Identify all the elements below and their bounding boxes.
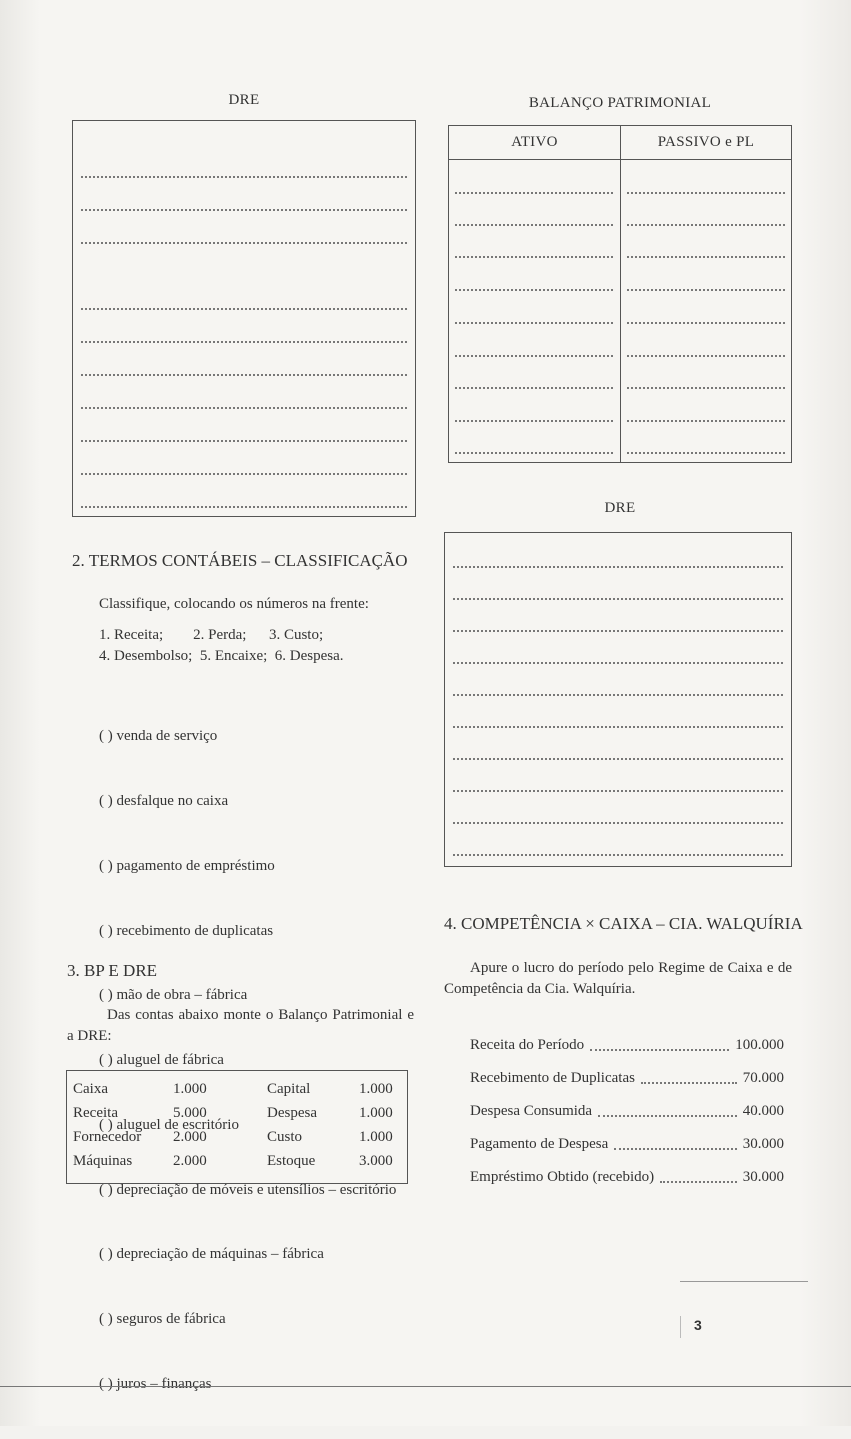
dotted-line[interactable]: [453, 790, 783, 792]
ativo-line[interactable]: [455, 289, 613, 291]
balanco-box: [448, 125, 792, 463]
list-item: [470, 1128, 784, 1161]
dotted-line[interactable]: [81, 473, 407, 475]
contas-table: [67, 1077, 399, 1173]
page-number: 3: [694, 1317, 702, 1333]
dotted-line[interactable]: [453, 598, 783, 600]
account-name: Custo: [267, 1128, 303, 1145]
list-item: [470, 1062, 784, 1095]
account-name: Receita: [73, 1104, 118, 1121]
item-label: Recebimento de Duplicatas: [470, 1070, 635, 1086]
ativo-line[interactable]: [455, 322, 613, 324]
table-row: [67, 1101, 399, 1125]
left-dre-title: DRE: [228, 92, 260, 108]
classification-item[interactable]: ( ) recebimento de duplicatas: [99, 922, 274, 939]
item-label: Pagamento de Despesa: [470, 1136, 609, 1152]
account-value: 1.000: [359, 1080, 393, 1097]
balanco-title: BALANÇO PATRIMONIAL: [528, 95, 712, 111]
account-name: Máquinas: [73, 1152, 133, 1169]
account-name: Capital: [267, 1080, 311, 1097]
account-value: 1.000: [359, 1128, 393, 1145]
section3-heading: 3. BP E DRE: [67, 961, 158, 980]
passivo-line[interactable]: [627, 256, 785, 258]
bottom-edge-line: [0, 1386, 851, 1387]
classification-item[interactable]: ( ) pagamento de empréstimo: [99, 857, 275, 874]
right-dre-box: [444, 532, 792, 867]
classification-item[interactable]: ( ) depreciação de máquinas – fábrica: [99, 1246, 324, 1263]
dotted-line[interactable]: [453, 630, 783, 632]
table-row: [67, 1077, 399, 1101]
ativo-line[interactable]: [455, 224, 613, 226]
classification-item[interactable]: ( ) aluguel de fábrica: [99, 1052, 224, 1069]
ativo-header: ATIVO: [511, 134, 558, 150]
table-row: [67, 1149, 399, 1173]
passivo-line[interactable]: [627, 355, 785, 357]
contas-box: [66, 1070, 408, 1184]
item-value: 30.000: [742, 1169, 784, 1185]
passivo-line[interactable]: [627, 192, 785, 194]
section2-heading: 2. TERMOS CONTÁBEIS – CLASSIFICAÇÃO: [72, 551, 408, 570]
dotted-line[interactable]: [81, 176, 407, 178]
dotted-line[interactable]: [81, 440, 407, 442]
classification-item[interactable]: ( ) venda de serviço: [99, 728, 218, 745]
item-label: Despesa Consumida: [470, 1103, 593, 1119]
leader-dots: [660, 1181, 737, 1183]
item-value: 100.000: [735, 1037, 784, 1053]
section2-options-line1: 1. Receita; 2. Perda; 3. Custo;: [99, 627, 324, 643]
dotted-line[interactable]: [453, 758, 783, 760]
item-value: 70.000: [742, 1070, 784, 1086]
section4-text: Apure o lucro do período pelo Regime de Caixa e de Competência da Cia. Walquíria.: [444, 960, 792, 997]
item-label: Receita do Período: [470, 1037, 585, 1053]
classification-item[interactable]: ( ) desfalque no caixa: [99, 792, 229, 809]
item-value: 30.000: [742, 1136, 784, 1152]
account-value: 1.000: [359, 1104, 393, 1121]
dotted-line[interactable]: [453, 726, 783, 728]
list-item: [470, 1029, 784, 1062]
item-value: 40.000: [742, 1103, 784, 1119]
ativo-line[interactable]: [455, 452, 613, 454]
section2-options-line2: 4. Desembolso; 5. Encaixe; 6. Despesa.: [99, 648, 344, 664]
dotted-line[interactable]: [453, 854, 783, 856]
account-value: 1.000: [173, 1080, 207, 1097]
classification-item[interactable]: ( ) seguros de fábrica: [99, 1311, 226, 1328]
section4-list: [470, 1029, 784, 1194]
footer-rule: [680, 1281, 808, 1282]
passivo-line[interactable]: [627, 322, 785, 324]
dotted-line[interactable]: [81, 374, 407, 376]
list-item: [470, 1095, 784, 1128]
ativo-line[interactable]: [455, 355, 613, 357]
item-label: Empréstimo Obtido (recebido): [470, 1169, 655, 1185]
right-dre-title: DRE: [604, 500, 636, 516]
account-value: 3.000: [359, 1152, 393, 1169]
passivo-line[interactable]: [627, 452, 785, 454]
leader-dots: [590, 1049, 729, 1051]
section2-item-list: [99, 683, 396, 1439]
dotted-line[interactable]: [81, 407, 407, 409]
classification-item[interactable]: ( ) depreciação de móveis e utensílios – escritório: [99, 1181, 397, 1198]
section2-instruction: Classifique, colocando os números na frente:: [99, 596, 369, 612]
account-name: Fornecedor: [73, 1128, 142, 1145]
section3-text: Das contas abaixo monte o Balanço Patrimonial e a DRE:: [67, 1007, 414, 1044]
section4-heading: 4. COMPETÊNCIA × CAIXA – CIA. WALQUÍRIA: [444, 914, 803, 933]
account-value: 5.000: [173, 1104, 207, 1121]
passivo-line[interactable]: [627, 420, 785, 422]
dotted-line[interactable]: [81, 209, 407, 211]
column-divider: [620, 126, 621, 462]
left-dre-box: [72, 120, 416, 517]
dotted-line[interactable]: [453, 694, 783, 696]
leader-dots: [641, 1082, 737, 1084]
dotted-line[interactable]: [453, 822, 783, 824]
dotted-line[interactable]: [81, 242, 407, 244]
page-number-divider: [680, 1316, 681, 1338]
account-value: 2.000: [173, 1152, 207, 1169]
ativo-line[interactable]: [455, 387, 613, 389]
account-value: 2.000: [173, 1128, 207, 1145]
ativo-line[interactable]: [455, 192, 613, 194]
account-name: Estoque: [267, 1152, 316, 1169]
dotted-line[interactable]: [81, 308, 407, 310]
ativo-line[interactable]: [455, 256, 613, 258]
account-name: Caixa: [73, 1080, 108, 1097]
account-name: Despesa: [267, 1104, 317, 1121]
leader-dots: [598, 1115, 737, 1117]
passivo-header: PASSIVO e PL: [657, 134, 755, 150]
classification-item[interactable]: ( ) juros – finanças: [99, 1376, 212, 1392]
classification-item[interactable]: ( ) mão de obra – fábrica: [99, 987, 248, 1004]
passivo-line[interactable]: [627, 224, 785, 226]
passivo-line[interactable]: [627, 387, 785, 389]
dotted-line[interactable]: [81, 341, 407, 343]
classification-item[interactable]: ( ) aluguel de escritório: [99, 1116, 239, 1133]
leader-dots: [614, 1148, 736, 1150]
dotted-line[interactable]: [453, 566, 783, 568]
dotted-line[interactable]: [81, 506, 407, 508]
passivo-line[interactable]: [627, 289, 785, 291]
ativo-line[interactable]: [455, 420, 613, 422]
dotted-line[interactable]: [453, 662, 783, 664]
list-item: [470, 1161, 784, 1194]
table-row: [67, 1125, 399, 1149]
